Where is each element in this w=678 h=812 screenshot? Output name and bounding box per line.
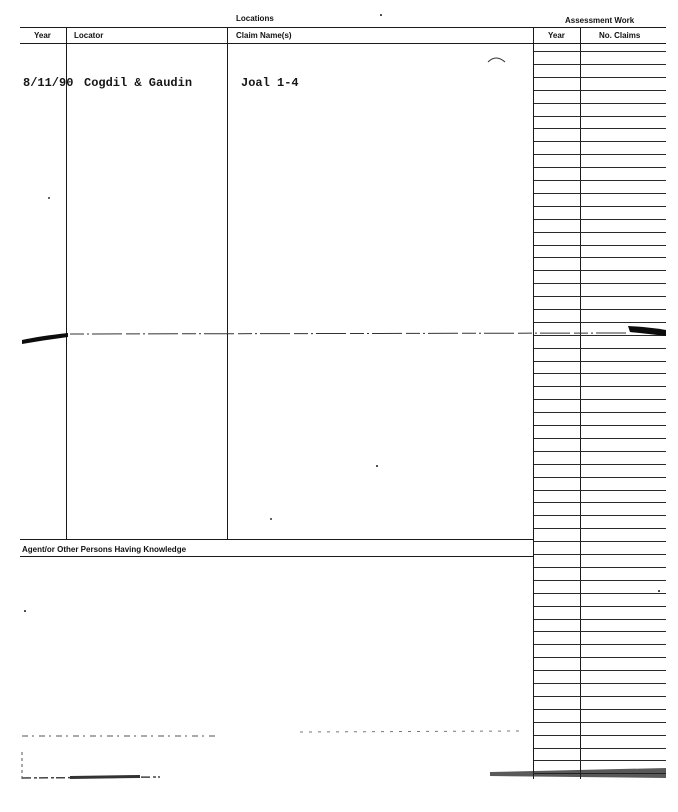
assessment-heading: Assessment Work bbox=[565, 16, 635, 25]
speck bbox=[270, 518, 272, 520]
col-no-claims-header: No. Claims bbox=[599, 31, 641, 40]
pen-mark bbox=[488, 58, 505, 62]
speck bbox=[376, 465, 378, 467]
speck bbox=[658, 590, 660, 592]
left-marker-smear bbox=[22, 333, 68, 344]
bottom-smear bbox=[70, 775, 140, 779]
col-claims-header: Claim Name(s) bbox=[236, 31, 292, 40]
speck bbox=[380, 14, 382, 16]
locations-heading: Locations bbox=[236, 14, 274, 23]
speck bbox=[48, 197, 50, 199]
right-marker-smear bbox=[628, 326, 666, 336]
bottom-scan-line-2 bbox=[300, 731, 520, 732]
col-year-header: Year bbox=[34, 31, 51, 40]
agent-heading: Agent/or Other Persons Having Knowledge bbox=[22, 545, 187, 554]
col-locator-header: Locator bbox=[74, 31, 104, 40]
entry-claim: Joal 1-4 bbox=[241, 76, 299, 90]
entry-year: 8/11/90 bbox=[23, 76, 74, 90]
col-assess-year-header: Year bbox=[548, 31, 565, 40]
mid-scan-line bbox=[70, 333, 628, 334]
entry-locator: Cogdil & Gaudin bbox=[84, 76, 193, 90]
bottom-right-smear bbox=[490, 768, 666, 778]
speck bbox=[24, 610, 26, 612]
